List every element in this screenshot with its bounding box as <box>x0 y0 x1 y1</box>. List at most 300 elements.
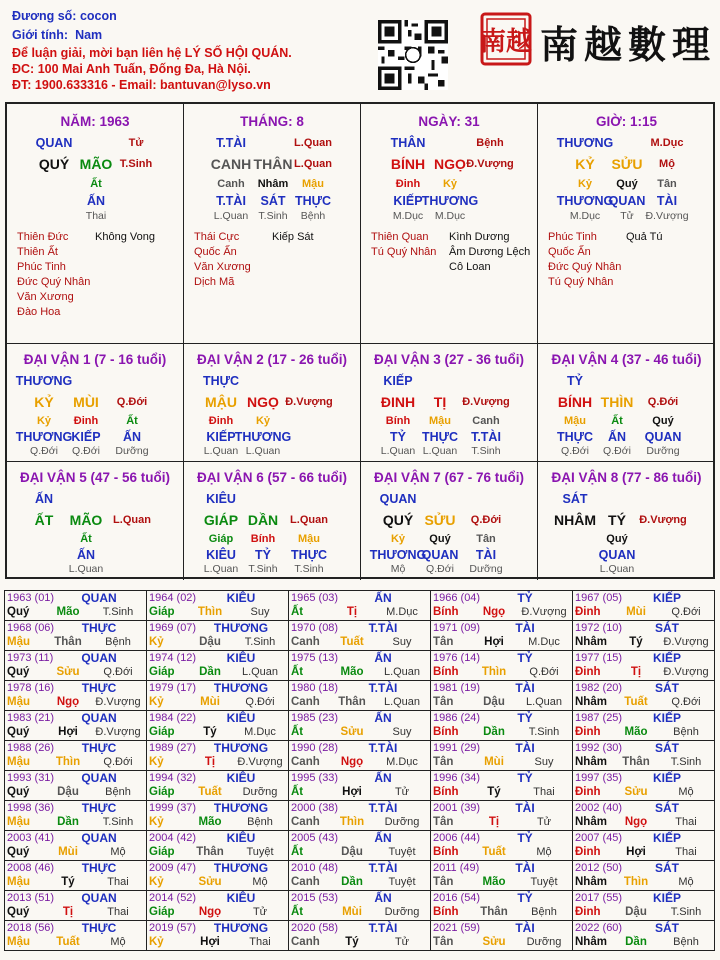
year-cell[interactable] <box>572 890 715 921</box>
year-cell[interactable] <box>288 800 431 831</box>
year-label: 2016 (54) <box>433 892 481 904</box>
year-label: 2021 (59) <box>433 922 481 934</box>
year-stem: Quý <box>7 666 30 678</box>
year-cell[interactable] <box>146 680 289 711</box>
year-label: 2017 (55) <box>575 892 623 904</box>
year-label: 2004 (42) <box>149 832 197 844</box>
year-stage: Thai <box>533 786 555 798</box>
year-stem: Ất <box>291 726 304 738</box>
year-stem: Tân <box>433 756 454 768</box>
year-branch: Sửu <box>56 666 80 678</box>
dai-van-stage: Đ.Vượng <box>285 396 333 408</box>
year-branch: Mão <box>56 606 80 618</box>
year-stem: Bính <box>433 726 459 738</box>
year-god: SÁT <box>655 741 679 755</box>
red-seal-stamp <box>480 12 532 66</box>
dai-van-8 <box>538 462 715 580</box>
year-cell[interactable] <box>146 740 289 771</box>
year-branch: Mùi <box>58 846 78 858</box>
year-label: 1979 (17) <box>149 682 197 694</box>
year-stem: Kỷ <box>149 636 164 648</box>
dai-van-2 <box>184 344 361 462</box>
star-item: Cô Loan <box>449 261 491 273</box>
year-cell[interactable] <box>430 860 573 891</box>
year-branch: Mùi <box>342 906 362 918</box>
pillar-3 <box>361 104 538 344</box>
year-branch: Tuất <box>56 936 80 948</box>
year-stage: Dưỡng <box>384 816 420 828</box>
dai-van-hidden-r1: Đinh <box>208 415 234 427</box>
earthly-branch: NGỌ <box>434 156 466 172</box>
dai-van-hidden-r1: Ất <box>611 415 623 427</box>
hidden-stem-r2: ẤN <box>86 194 106 208</box>
year-god: TỶ <box>517 651 533 665</box>
year-stage: Bệnh <box>673 936 699 948</box>
dai-van-hidden-r3: Q.Đới <box>30 445 58 457</box>
year-cell[interactable] <box>572 830 715 861</box>
year-stage: Tuyệt <box>388 876 416 888</box>
year-label: 2010 (48) <box>291 862 339 874</box>
top-god-label: THƯƠNG <box>556 136 614 150</box>
top-life-stage: M.Dục <box>650 137 684 149</box>
year-stage: L.Quan <box>525 696 563 708</box>
dai-van-god: ẤN <box>34 492 54 506</box>
star-item: Thiên Ất <box>17 246 58 258</box>
year-stem: Kỷ <box>149 816 164 828</box>
year-label: 2003 (41) <box>7 832 55 844</box>
year-cell[interactable] <box>430 590 573 621</box>
year-stem: Kỷ <box>149 696 164 708</box>
year-stage: Bệnh <box>105 636 131 648</box>
year-cell[interactable] <box>288 650 431 681</box>
year-stage: Q.Đới <box>529 666 559 678</box>
year-branch: Dậu <box>625 906 647 918</box>
dai-van-branch: MÃO <box>69 512 103 528</box>
year-branch: Dần <box>483 726 505 738</box>
dai-van-branch: DẦN <box>247 512 279 528</box>
year-god: KIÊU <box>226 711 256 725</box>
dai-van-title: ĐẠI VẬN 6 (57 - 66 tuổi) <box>196 470 348 485</box>
year-god: THỰC <box>81 741 117 755</box>
year-stage: Thai <box>107 876 129 888</box>
year-branch: Tý <box>345 936 359 948</box>
year-stem: Đinh <box>575 666 601 678</box>
top-life-stage: L.Quan <box>294 137 332 149</box>
star-item: Đào Hoa <box>17 306 61 318</box>
dai-van-3 <box>361 344 538 462</box>
year-cell[interactable] <box>430 620 573 651</box>
year-cell[interactable] <box>430 710 573 741</box>
year-cell[interactable] <box>572 920 715 951</box>
year-branch: Tý <box>203 726 217 738</box>
year-god: SÁT <box>655 681 679 695</box>
year-label: 1964 (02) <box>149 592 197 604</box>
brand-calligraphy: 南越數理 <box>540 22 717 67</box>
hidden-stem-r3: M.Dục <box>392 210 424 222</box>
year-branch: Tị <box>204 756 216 768</box>
year-branch: Dần <box>57 816 79 828</box>
dai-van-god: QUAN <box>379 492 417 506</box>
year-stage: Q.Đới <box>671 696 701 708</box>
year-stem: Ất <box>291 906 304 918</box>
pillar-1 <box>7 104 184 344</box>
year-cell[interactable] <box>146 650 289 681</box>
year-stage: Tuyệt <box>246 846 274 858</box>
year-stem: Tân <box>433 696 454 708</box>
year-label: 2000 (38) <box>291 802 339 814</box>
year-god: ẤN <box>374 831 392 845</box>
dai-van-hidden-r1: Mậu <box>564 415 586 427</box>
year-cell[interactable] <box>4 920 147 951</box>
dai-van-stem: ĐINH <box>380 394 416 410</box>
year-god: TỶ <box>517 891 533 905</box>
year-cell[interactable] <box>572 620 715 651</box>
hidden-stem-r2: THƯƠNG <box>421 194 479 208</box>
year-stage: Bệnh <box>531 906 557 918</box>
year-cell[interactable] <box>4 710 147 741</box>
year-label: 2018 (56) <box>7 922 55 934</box>
hidden-stem-r3: Đ.Vượng <box>645 210 689 222</box>
year-cell[interactable] <box>288 830 431 861</box>
year-label: 1981 (19) <box>433 682 481 694</box>
stars-left <box>371 230 436 260</box>
year-stem: Quý <box>7 846 30 858</box>
year-label: 2006 (44) <box>433 832 481 844</box>
year-stage: Thai <box>675 846 697 858</box>
year-god: THƯƠNG <box>213 621 269 635</box>
dai-van-hidden-r2: KIẾP <box>71 430 101 444</box>
year-cell[interactable] <box>572 800 715 831</box>
dai-van-stem: KỶ <box>34 394 54 410</box>
year-god: KIÊU <box>226 831 256 845</box>
year-label: 1992 (30) <box>575 742 623 754</box>
year-label: 1996 (34) <box>433 772 481 784</box>
dai-van-hidden-r2: THỰC <box>421 430 459 444</box>
year-branch: Tị <box>630 666 642 678</box>
dai-van-title: ĐẠI VẬN 5 (47 - 56 tuổi) <box>19 470 171 485</box>
year-cell[interactable] <box>4 890 147 921</box>
year-stem: Ất <box>291 606 304 618</box>
year-cell[interactable] <box>288 860 431 891</box>
year-god: THƯƠNG <box>213 741 269 755</box>
dai-van-hidden-r2: T.TÀI <box>471 430 501 444</box>
dai-van-stage: Q.Đới <box>116 396 148 408</box>
dai-van-hidden-r3: L.Quan <box>203 445 239 457</box>
year-stage: Bệnh <box>673 726 699 738</box>
year-stage: Đ.Vượng <box>663 636 709 648</box>
dai-van-hidden-r2: KIẾP <box>206 430 236 444</box>
year-god: QUAN <box>81 591 117 605</box>
year-stem: Giáp <box>149 666 175 678</box>
year-stem: Nhâm <box>575 756 607 768</box>
dai-van-god: KIẾP <box>383 374 413 388</box>
year-stem: Giáp <box>149 786 175 798</box>
year-branch: Sửu <box>624 786 648 798</box>
hidden-stem-r3: M.Dục <box>434 210 466 222</box>
dai-van-hidden-r2: QUAN <box>598 548 636 562</box>
year-stage: Q.Đới <box>103 666 133 678</box>
dai-van-branch: TỊ <box>433 394 447 410</box>
year-branch: Tuất <box>624 696 648 708</box>
dai-van-hidden-r1: Ất <box>126 415 138 427</box>
star-item: Đức Quý Nhân <box>17 276 91 288</box>
year-label: 1983 (21) <box>7 712 55 724</box>
year-stem: Quý <box>7 786 30 798</box>
stars-right <box>272 230 314 245</box>
year-branch: Thân <box>338 696 366 708</box>
year-stem: Quý <box>7 726 30 738</box>
year-stage: Tử <box>252 906 268 918</box>
dai-van-hidden-r3: Q.Đới <box>72 445 100 457</box>
heavenly-stem: QUÝ <box>38 156 70 172</box>
dai-van-hidden-r1: Quý <box>652 415 674 427</box>
year-label: 1990 (28) <box>291 742 339 754</box>
year-branch: Dậu <box>57 786 79 798</box>
dai-van-stem: MẬU <box>205 394 237 410</box>
year-cell[interactable] <box>4 680 147 711</box>
star-item: Kình Dương <box>449 231 510 243</box>
year-cell[interactable] <box>288 890 431 921</box>
year-cell[interactable] <box>572 710 715 741</box>
hidden-stem-r1: Kỷ <box>577 178 593 190</box>
contact-invite: Để luận giải, mời bạn liên hệ LÝ SỐ HỘI QUÁN. <box>12 46 292 60</box>
dai-van-stage: Đ.Vượng <box>639 514 687 526</box>
year-cell[interactable] <box>146 710 289 741</box>
year-stage: Suy <box>534 756 554 768</box>
year-cell[interactable] <box>4 740 147 771</box>
year-stem: Mậu <box>7 936 30 948</box>
dai-van-title: ĐẠI VẬN 8 (77 - 86 tuổi) <box>551 470 702 485</box>
year-stem: Nhâm <box>575 936 607 948</box>
hidden-stem-r3: T.Sinh <box>258 210 288 222</box>
year-cell[interactable] <box>146 860 289 891</box>
year-stem: Tân <box>433 816 454 828</box>
year-cell[interactable] <box>146 830 289 861</box>
year-god: TÀI <box>515 741 535 755</box>
year-god: KIẾP <box>652 771 681 785</box>
dai-van-hidden-r3: Dưỡng <box>115 445 149 457</box>
year-cell[interactable] <box>146 620 289 651</box>
hidden-stem-r3: M.Dục <box>569 210 601 222</box>
year-cell[interactable] <box>288 620 431 651</box>
year-label: 1998 (36) <box>7 802 55 814</box>
year-stage: Dưỡng <box>526 936 562 948</box>
year-cell[interactable] <box>4 860 147 891</box>
year-stage: Tử <box>394 786 410 798</box>
dai-van-hidden-r1: Mậu <box>298 533 320 545</box>
year-branch: Ngọ <box>198 906 222 918</box>
year-god: KIẾP <box>652 651 681 665</box>
year-cell[interactable] <box>288 770 431 801</box>
year-stage: Mộ <box>110 936 126 948</box>
dai-van-stem: NHÂM <box>554 512 596 528</box>
year-cell[interactable] <box>146 770 289 801</box>
year-label: 1982 (20) <box>575 682 623 694</box>
hidden-stem-r2: SÁT <box>260 194 286 208</box>
year-label: 1978 (16) <box>7 682 55 694</box>
year-cell[interactable] <box>288 740 431 771</box>
year-cell[interactable] <box>572 860 715 891</box>
star-item: Thái Cực <box>194 231 240 243</box>
year-cell[interactable] <box>430 830 573 861</box>
dai-van-title: ĐẠI VẬN 3 (27 - 36 tuổi) <box>373 352 525 367</box>
dai-van-hidden-r2: KIÊU <box>206 548 236 562</box>
year-cell[interactable] <box>4 650 147 681</box>
star-item: Tú Quý Nhân <box>371 246 437 258</box>
dai-van-branch: NGỌ <box>247 394 279 410</box>
year-cell[interactable] <box>146 800 289 831</box>
year-label: 2022 (60) <box>575 922 623 934</box>
year-god: KIẾP <box>652 591 681 605</box>
year-label: 2013 (51) <box>7 892 55 904</box>
dai-van-6 <box>184 462 361 580</box>
year-branch: Thân <box>480 906 508 918</box>
year-cell[interactable] <box>288 680 431 711</box>
year-branch: Ngọ <box>56 696 80 708</box>
year-stage: Suy <box>392 726 412 738</box>
year-cell[interactable] <box>4 590 147 621</box>
year-stem: Bính <box>433 606 459 618</box>
star-item: Quả Tú <box>626 231 663 243</box>
year-cell[interactable] <box>4 620 147 651</box>
year-cell[interactable] <box>430 800 573 831</box>
year-cell[interactable] <box>288 590 431 621</box>
year-label: 2020 (58) <box>291 922 339 934</box>
gender-line <box>12 27 292 43</box>
dai-van-stem: ẤT <box>34 512 54 528</box>
year-cell[interactable] <box>146 920 289 951</box>
year-stem: Quý <box>7 606 30 618</box>
stars-right <box>626 230 663 245</box>
star-item: Quốc Ấn <box>548 246 591 258</box>
year-label: 1965 (03) <box>291 592 339 604</box>
year-cell[interactable] <box>572 590 715 621</box>
year-cell[interactable] <box>430 650 573 681</box>
year-cell[interactable] <box>288 710 431 741</box>
pillar-4 <box>538 104 715 344</box>
gender-value: Nam <box>75 28 103 42</box>
dai-van-stage: Q.Đới <box>470 514 502 526</box>
year-stage: Dưỡng <box>242 786 278 798</box>
hidden-stem-r2: KIẾP <box>393 194 423 208</box>
hidden-stem-r1: Canh <box>217 178 245 190</box>
year-branch: Thìn <box>623 876 649 888</box>
year-stem: Nhâm <box>575 816 607 828</box>
year-cell[interactable] <box>430 770 573 801</box>
star-item: Văn Xương <box>194 261 251 273</box>
pillar-title: NGÀY: 31 <box>418 114 480 129</box>
dai-van-god: SÁT <box>562 492 588 506</box>
year-god: KIÊU <box>226 651 256 665</box>
year-branch: Mão <box>340 666 364 678</box>
year-stem: Bính <box>433 906 459 918</box>
year-stage: M.Dục <box>528 636 560 648</box>
year-god: SÁT <box>655 861 679 875</box>
dai-van-title: ĐẠI VẬN 2 (17 - 26 tuổi) <box>196 352 348 367</box>
dai-van-4 <box>538 344 715 462</box>
year-branch: Tị <box>62 906 74 918</box>
year-label: 2007 (45) <box>575 832 623 844</box>
year-label: 1989 (27) <box>149 742 197 754</box>
year-cell[interactable] <box>146 890 289 921</box>
year-cell[interactable] <box>572 650 715 681</box>
year-stem: Mậu <box>7 876 30 888</box>
qr-code[interactable] <box>378 20 448 90</box>
year-cell[interactable] <box>4 830 147 861</box>
year-cell[interactable] <box>430 740 573 771</box>
year-stem: Đinh <box>575 846 601 858</box>
dai-van-hidden-r1: Kỷ <box>390 533 406 545</box>
hidden-stem-r3: Bệnh <box>300 210 326 222</box>
year-branch: Sửu <box>198 876 222 888</box>
year-branch: Thìn <box>339 816 365 828</box>
year-stem: Mậu <box>7 816 30 828</box>
dai-van-hidden-r2: TỶ <box>255 548 271 562</box>
dai-van-hidden-r3: Q.Đới <box>426 563 454 575</box>
year-cell[interactable] <box>430 680 573 711</box>
year-label: 1984 (22) <box>149 712 197 724</box>
hidden-stem-r2: QUAN <box>608 194 646 208</box>
year-label: 2008 (46) <box>7 862 55 874</box>
year-cell[interactable] <box>4 800 147 831</box>
dai-van-7 <box>361 462 538 580</box>
star-item: Quốc Ấn <box>194 246 237 258</box>
year-god: ẤN <box>374 591 392 605</box>
dai-van-hidden-r1: Kỷ <box>36 415 52 427</box>
year-stem: Giáp <box>149 846 175 858</box>
hidden-stem-r1: Đinh <box>395 178 421 190</box>
year-stage: Tuyệt <box>388 846 416 858</box>
year-branch: Thìn <box>197 606 223 618</box>
year-stage: Bệnh <box>105 786 131 798</box>
dai-van-branch: TÝ <box>608 512 626 528</box>
year-stage: M.Dục <box>386 606 418 618</box>
year-label: 1999 (37) <box>149 802 197 814</box>
pillar-title: NĂM: 1963 <box>60 114 130 129</box>
hidden-stem-r1: Kỷ <box>442 178 458 190</box>
year-label: 1966 (04) <box>433 592 481 604</box>
year-god: QUAN <box>81 711 117 725</box>
year-stem: Mậu <box>7 756 30 768</box>
year-stage: Tử <box>394 936 410 948</box>
year-cell[interactable] <box>572 740 715 771</box>
year-stage: Mộ <box>678 786 694 798</box>
year-cell[interactable] <box>430 890 573 921</box>
pillar-title: GIỜ: 1:15 <box>595 114 658 129</box>
year-label: 2015 (53) <box>291 892 339 904</box>
year-stem: Canh <box>291 756 320 768</box>
year-stage: Mộ <box>536 846 552 858</box>
year-god: QUAN <box>81 891 117 905</box>
dai-van-hidden-r3: L.Quan <box>68 563 104 575</box>
year-cell[interactable] <box>146 590 289 621</box>
hidden-stem-r2: THƯƠNG <box>556 194 614 208</box>
contact-phone-email[interactable]: ĐT: 1900.633316 - Email: bantuvan@lyso.vn <box>12 78 271 92</box>
year-god: KIÊU <box>226 591 256 605</box>
year-stem: Ất <box>291 846 304 858</box>
year-cell[interactable] <box>430 920 573 951</box>
hidden-stem-r1: Tân <box>657 178 677 190</box>
year-branch: Dần <box>341 876 363 888</box>
year-label: 1968 (06) <box>7 622 55 634</box>
year-branch: Tuất <box>482 846 506 858</box>
year-cell[interactable] <box>572 770 715 801</box>
chart-header <box>12 8 292 93</box>
year-cell[interactable] <box>4 770 147 801</box>
year-cell[interactable] <box>288 920 431 951</box>
year-branch: Hợi <box>58 726 78 738</box>
year-cell[interactable] <box>572 680 715 711</box>
